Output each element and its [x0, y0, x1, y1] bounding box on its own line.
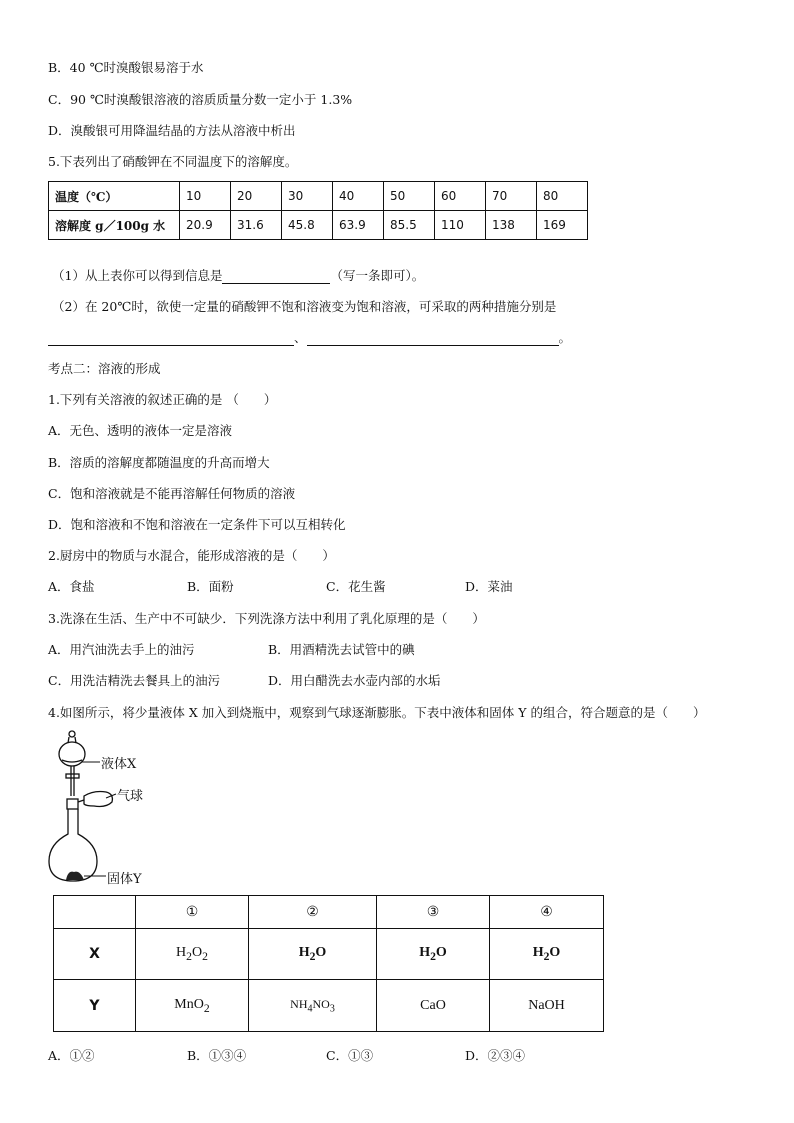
question-3: 3.洗涤在生活、生产中不可缺少．下列洗涤方法中利用了乳化原理的是（ ）: [48, 611, 485, 626]
q4-option-a: A．①②: [48, 1048, 95, 1063]
q4-option-d: D．②③④: [465, 1048, 526, 1063]
solid-y: [66, 872, 84, 880]
table-cell: 10: [180, 182, 231, 211]
question-1: 1.下列有关溶液的叙述正确的是 （ ）: [48, 392, 277, 407]
table-cell: 20.9: [180, 211, 231, 240]
table-cell: 20: [231, 182, 282, 211]
table-row: [49, 211, 588, 240]
q3-option-a: A．用汽油洗去手上的油污: [48, 642, 195, 657]
table-cell: 85.5: [384, 211, 435, 240]
q1-option-d: D．饱和溶液和不饱和溶液在一定条件下可以互相转化: [48, 517, 346, 532]
table-cell: [54, 896, 136, 929]
funnel-stopper: [69, 731, 75, 737]
table-cell: ③: [377, 896, 490, 929]
table-cell: 110: [435, 211, 486, 240]
table-cell: 45.8: [282, 211, 333, 240]
formula-cell: $NH_4NO_3$: [249, 980, 377, 1032]
table-cell: 138: [486, 211, 537, 240]
table-cell: ①: [136, 896, 249, 929]
formula-cell: CaO: [377, 980, 490, 1032]
table-row: [54, 929, 604, 980]
row-label-y: Y: [54, 980, 136, 1032]
q1-option-a: A．无色、透明的液体一定是溶液: [48, 423, 233, 438]
table-cell: 60: [435, 182, 486, 211]
solubility-table: [48, 181, 588, 240]
q3-option-c: C．用洗洁精洗去餐具上的油污: [48, 673, 221, 688]
question-5: 5.下表列出了硝酸钾在不同温度下的溶解度。: [48, 154, 298, 169]
section-heading: 考点二：溶液的形成: [48, 361, 161, 376]
label-liquid-x: 液体X: [101, 757, 137, 772]
table-cell: ④: [490, 896, 604, 929]
q1-option-c: C．饱和溶液就是不能再溶解任何物质的溶液: [48, 486, 296, 501]
q2-option-d: D．菜油: [465, 579, 513, 594]
formula-cell: $H_2O$: [377, 929, 490, 980]
table-cell: 溶解度 g／100g 水: [49, 211, 180, 240]
balloon: [84, 792, 112, 807]
question-2: 2.厨房中的物质与水混合，能形成溶液的是（ ）: [48, 548, 335, 563]
q4-option-c: C．①③: [326, 1048, 374, 1063]
question-5-part-2-answers: [48, 328, 571, 346]
combination-table: [53, 895, 604, 1032]
table-cell: ②: [249, 896, 377, 929]
formula-cell: $H_2O$: [249, 929, 377, 980]
question-5-part-2: （2）在 20℃时，欲使一定量的硝酸钾不饱和溶液变为饱和溶液，可采取的两种措施分别是: [52, 299, 557, 314]
q5-1-suffix: （写一条即可）。: [330, 268, 425, 283]
option-c-line: C．90 ℃时溴酸银溶液的溶质质量分数一定小于 1.3%: [48, 92, 353, 107]
separator: 、: [294, 330, 307, 345]
table-row: [54, 896, 604, 929]
table-cell: 63.9: [333, 211, 384, 240]
q1-option-b: B．溶质的溶解度都随温度的升高而增大: [48, 455, 270, 470]
table-row: [49, 182, 588, 211]
table-row: [54, 980, 604, 1032]
apparatus-figure: [44, 726, 174, 888]
option-b-line: B．40 ℃时溴酸银易溶于水: [48, 60, 204, 75]
table-cell: 30: [282, 182, 333, 211]
answer-blank[interactable]: [307, 332, 559, 346]
rubber-stopper: [67, 799, 78, 809]
table-cell: 50: [384, 182, 435, 211]
q2-option-b: B．面粉: [187, 579, 234, 594]
formula-cell: MnO$_2$: [136, 980, 249, 1032]
q5-1-prefix: （1）从上表你可以得到信息是: [52, 268, 223, 283]
option-d-line: D．溴酸银可用降温结晶的方法从溶液中析出: [48, 123, 296, 138]
question-4: 4.如图所示，将少量液体 X 加入到烧瓶中，观察到气球逐渐膨胀。下表中液体和固体 Y 的组合，符合题意的是（ ）: [48, 705, 706, 720]
liquid-surface: [62, 760, 82, 762]
q4-option-b: B．①③④: [187, 1048, 247, 1063]
table-cell: 温度（℃）: [49, 182, 180, 211]
q3-option-d: D．用白醋洗去水壶内部的水垢: [268, 673, 441, 688]
q3-option-b: B．用酒精洗去试管中的碘: [268, 642, 415, 657]
formula-cell: $H_2O$: [490, 929, 604, 980]
answer-blank[interactable]: [48, 332, 294, 346]
table-cell: 31.6: [231, 211, 282, 240]
answer-blank[interactable]: [222, 270, 330, 284]
side-tube: [78, 800, 84, 802]
label-solid-y: 固体Y: [107, 872, 142, 887]
stopcock: [66, 774, 79, 778]
round-bottom-flask: [49, 809, 97, 881]
table-cell: 40: [333, 182, 384, 211]
formula-cell: $H_2O_2$: [136, 929, 249, 980]
table-cell: 80: [537, 182, 588, 211]
formula-cell: NaOH: [490, 980, 604, 1032]
q2-option-c: C．花生酱: [326, 579, 386, 594]
funnel-stem: [71, 766, 74, 796]
table-cell: 70: [486, 182, 537, 211]
row-label-x: X: [54, 929, 136, 980]
table-cell: 169: [537, 211, 588, 240]
label-balloon: 气球: [117, 789, 144, 804]
question-5-part-1: [52, 266, 424, 284]
q2-option-a: A．食盐: [48, 579, 95, 594]
end-mark: 。: [558, 330, 572, 345]
